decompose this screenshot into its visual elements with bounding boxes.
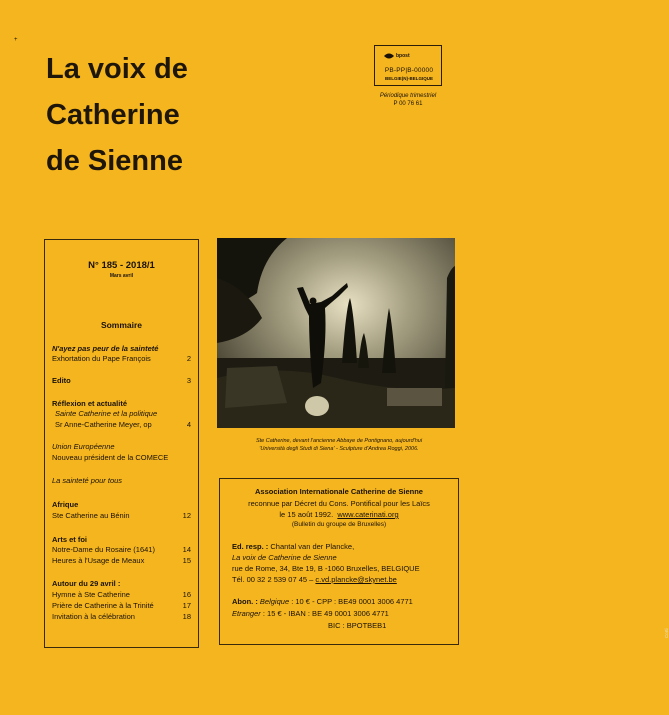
bic-code: BIC : BPOTBEB1 [328,621,387,630]
issue-months: Mars avril [109,273,134,279]
toc-entry: Prière de Catherine à la Trinité 17 [52,601,191,610]
toc-entry: Nouveau président de la COMECE [52,453,169,462]
toc-section: Arts et foi [52,535,88,544]
corner-mark: + [14,37,18,43]
bpost-logo-icon [383,51,395,61]
postage-country: BELGIE(N)-BELGIQUE [385,76,433,81]
toc-section: Afrique [52,500,79,509]
association-date: le 15 août 1992. www.caterinati.org [279,510,399,519]
bpost-label: bpost [396,53,410,59]
title-line-3: de Sienne [46,145,183,177]
subscription-abroad: Etranger : 15 € - IBAN : BE 49 0001 3006 4771 [232,609,389,618]
toc-subsection: Union Européenne [52,442,115,451]
table-of-contents [44,239,199,648]
toc-entry: Invitation à la célébration 18 [52,612,191,621]
association-recognition: reconnue par Décret du Cons. Pontifical pour les Laïcs [248,499,430,508]
caption-line-1: Ste Catherine, devant l'ancienne Abbaye de Pontignano, aujourd'hui [255,438,423,444]
association-name: Association Internationale Catherine de Sienne [255,487,423,496]
title-line-1: La voix de [46,53,188,85]
periodical-number: P 00 76 61 [393,101,423,107]
toc-entry: Sr Anne-Catherine Meyer, op 4 [55,420,191,429]
toc-entry: Edito 3 [52,376,191,385]
toc-entry: Hymne à Ste Catherine 16 [52,590,191,599]
toc-subsection: Sainte Catherine et la politique [55,409,158,418]
association-group: (Bulletin du groupe de Bruxelles) [291,521,387,528]
toc-section: Autour du 29 avril : [52,579,121,588]
toc-entry: Ste Catherine au Bénin 12 [52,511,191,520]
toc-entry: Heures à l'Usage de Meaux 15 [52,556,191,565]
toc-entry: Notre-Dame du Rosaire (1641) 14 [52,545,191,554]
toc-heading: Sommaire [100,320,143,330]
toc-section: N'ayez pas peur de la sainteté [52,344,159,353]
title-line-2: Catherine [46,99,180,131]
toc-section: Réflexion et actualité [52,399,128,408]
email-link[interactable]: c.vd.plancke@skynet.be [315,575,397,584]
issue-number: N° 185 - 2018/1 [88,260,155,271]
caption-line-2: 'Università degli Studi di Siena' - Sculpture d'Andrea Roggi, 2006. [259,445,419,452]
postage-code: PB-PP|B-00000 [384,67,434,74]
photo-caption [230,438,448,453]
contact-line: Tél. 00 32 2 539 07 45 – c.vd.plancke@skynet.be [232,575,397,584]
association-box [219,478,459,645]
editor-line: Ed. resp. : Chantal van der Plancke, [232,542,355,551]
statue-photo-illustration [217,238,455,428]
address: rue de Rome, 34, Bte 19, B -1060 Bruxelles, BELGIQUE [232,564,420,573]
toc-subsection: La sainteté pour tous [52,476,123,485]
publication-name: La voix de Catherine de Sienne [232,553,337,562]
toc-entry: Exhortation du Pape François 2 [52,354,191,363]
periodical-label: Périodique trimestriel [379,93,437,99]
photo-credit: Corti [664,628,669,638]
subscription-belgium: Abon. : Belgique : 10 € - CPP : BE49 0001 3006 4771 [232,597,413,606]
periodical-info [368,92,448,108]
website-link[interactable]: www.caterinati.org [337,510,399,519]
magazine-title [46,46,256,184]
postage-stamp-box [374,45,442,86]
